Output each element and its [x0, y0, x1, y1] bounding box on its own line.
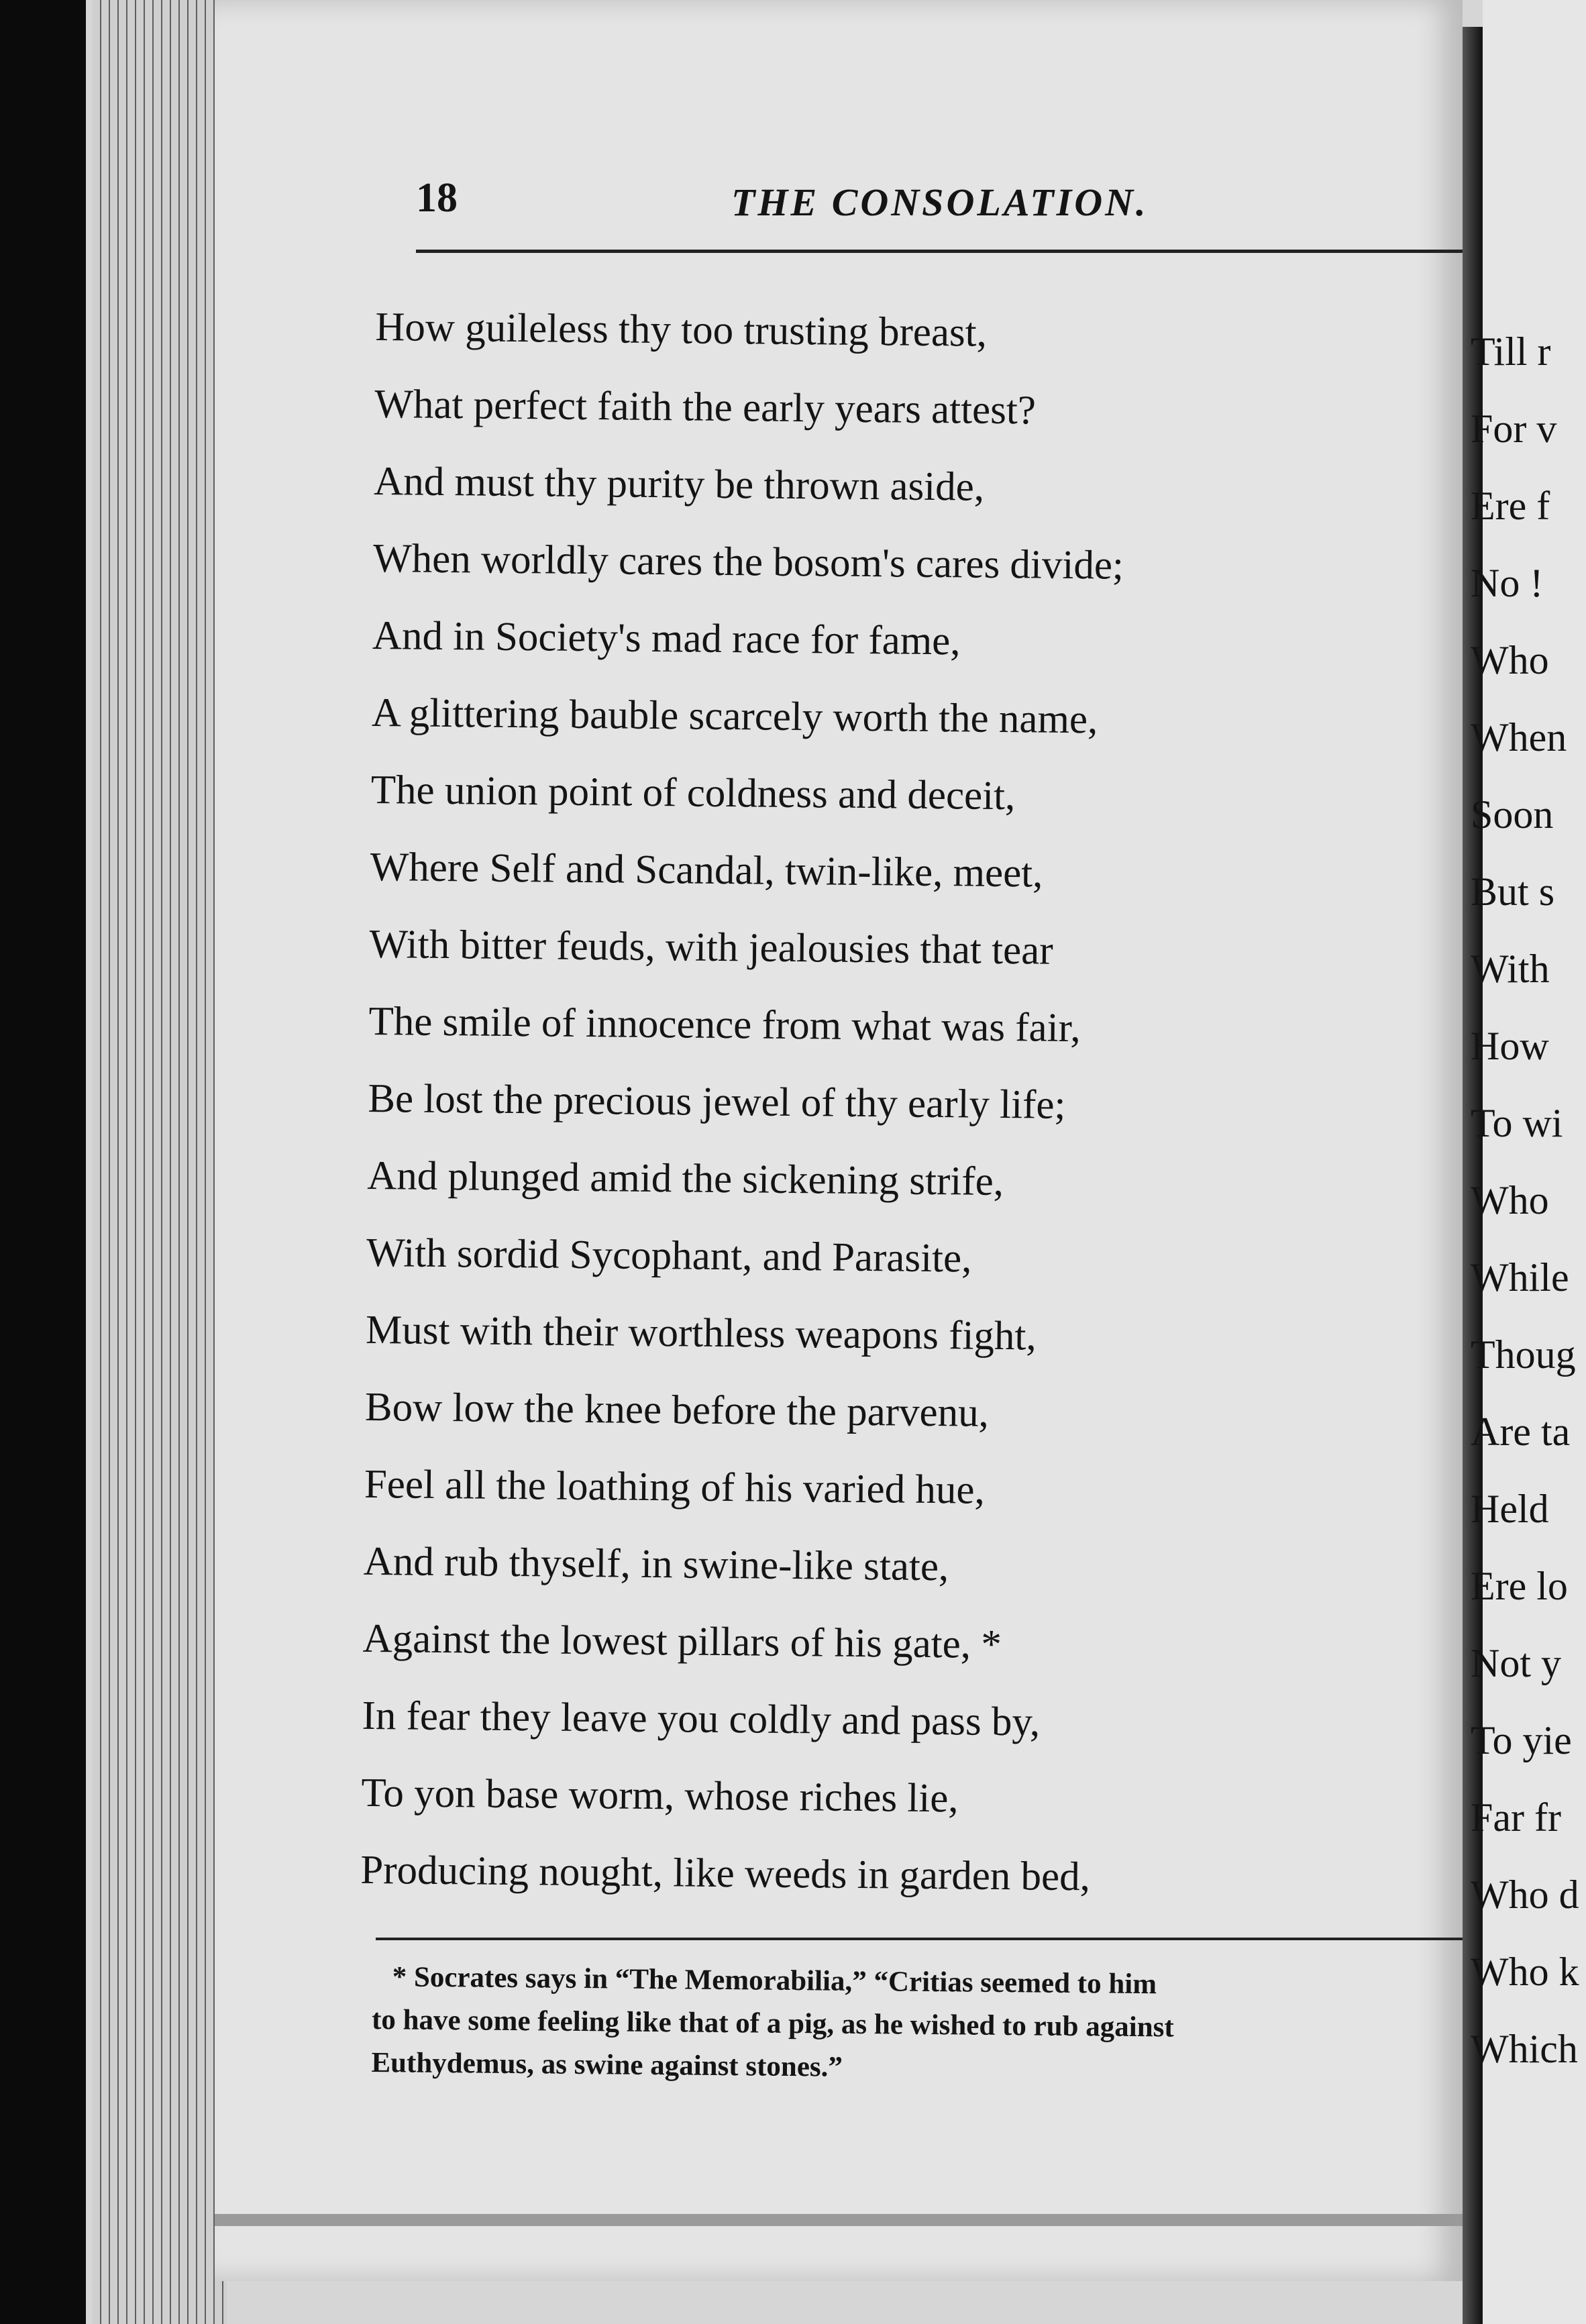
poem-line: The smile of innocence from what was fair, — [368, 998, 1081, 1051]
right-page-fragment: With — [1471, 947, 1550, 991]
poem-line: And rub thyself, in swine-like state, — [363, 1538, 949, 1590]
right-page-fragment: Who — [1471, 638, 1549, 682]
poem-line: With sordid Sycophant, and Parasite, — [366, 1230, 972, 1281]
right-page-fragment: Far fr — [1471, 1795, 1561, 1840]
right-page-fragment: Held — [1471, 1487, 1549, 1531]
footnote-line: * Socrates says in “The Memorabilia,” “Critias seemed to him — [392, 1961, 1157, 2001]
footnote-line: Euthydemus, as swine against stones.” — [371, 2046, 843, 2083]
poem-line: With bitter feuds, with jealousies that tear — [369, 921, 1053, 973]
right-page-fragment: When — [1471, 715, 1567, 759]
poem-line: To yon base worm, whose riches lie, — [361, 1770, 959, 1821]
right-page-fragment: Soon — [1471, 792, 1554, 837]
poem-line: Where Self and Scandal, twin-like, meet, — [370, 844, 1043, 896]
poem-line: Feel all the loathing of his varied hue, — [364, 1461, 986, 1513]
right-page-fragment: Ere lo — [1471, 1564, 1568, 1608]
page-header — [403, 161, 1463, 242]
right-page-fragment: Till r — [1471, 329, 1551, 374]
poem-line: Must with their worthless weapons fight, — [365, 1307, 1037, 1359]
running-head: THE CONSOLATION. — [731, 180, 1149, 224]
header-rule — [416, 250, 1463, 253]
page-bottom-edge — [215, 2214, 1463, 2226]
page-number: 18 — [416, 175, 458, 221]
right-page-fragment: For v — [1471, 407, 1557, 451]
right-page-fragment: Who k — [1471, 1950, 1579, 1994]
right-page-fragment: To wi — [1471, 1101, 1563, 1145]
poem-line: Bow low the knee before the parvenu, — [364, 1384, 990, 1436]
right-page-fragment: How — [1471, 1024, 1549, 1068]
right-page-fragment: Are ta — [1471, 1410, 1571, 1454]
right-page-fragment: Thoug — [1471, 1332, 1576, 1377]
right-page-fragment: Not y — [1471, 1641, 1561, 1685]
poem-line: And plunged amid the sickening strife, — [366, 1153, 1004, 1205]
footnote-rule — [376, 1938, 1463, 1940]
poem-line: And must thy purity be thrown aside, — [373, 458, 985, 510]
poem-line: When worldly cares the bosom's cares divide; — [372, 535, 1124, 588]
right-page-fragment: Who — [1471, 1178, 1549, 1222]
poem-line: Against the lowest pillars of his gate, * — [362, 1616, 1002, 1668]
footnote — [371, 1956, 1473, 2095]
right-page-fragment: To yie — [1471, 1718, 1572, 1762]
poem-line: In fear they leave you coldly and pass by, — [362, 1693, 1041, 1745]
poem-line: The union point of coldness and deceit, — [370, 767, 1016, 819]
right-page-fragment: Ere f — [1471, 484, 1550, 528]
page-edges — [93, 0, 227, 2324]
poem-line: Producing nought, like weeds in garden bed, — [360, 1847, 1091, 1900]
right-page-fragment: But s — [1471, 869, 1555, 914]
poem-line: And in Society's mad race for fame, — [372, 613, 961, 664]
poem-line: What perfect faith the early years attest? — [374, 381, 1037, 433]
poem-body — [360, 288, 1422, 1919]
poem-line: A glittering bauble scarcely worth the name, — [371, 690, 1098, 743]
footnote-line: to have some feeling like that of a pig, as he wished to rub against — [371, 2003, 1174, 2044]
right-page-fragment: No ! — [1471, 561, 1544, 605]
right-page-fragment: While — [1471, 1255, 1569, 1300]
right-page-fragment: Who d — [1471, 1872, 1579, 1917]
right-page-fragment: Which — [1471, 2027, 1578, 2071]
poem-line: Be lost the precious jewel of thy early life; — [368, 1075, 1066, 1128]
poem-line: How guileless thy too trusting breast, — [375, 304, 988, 356]
